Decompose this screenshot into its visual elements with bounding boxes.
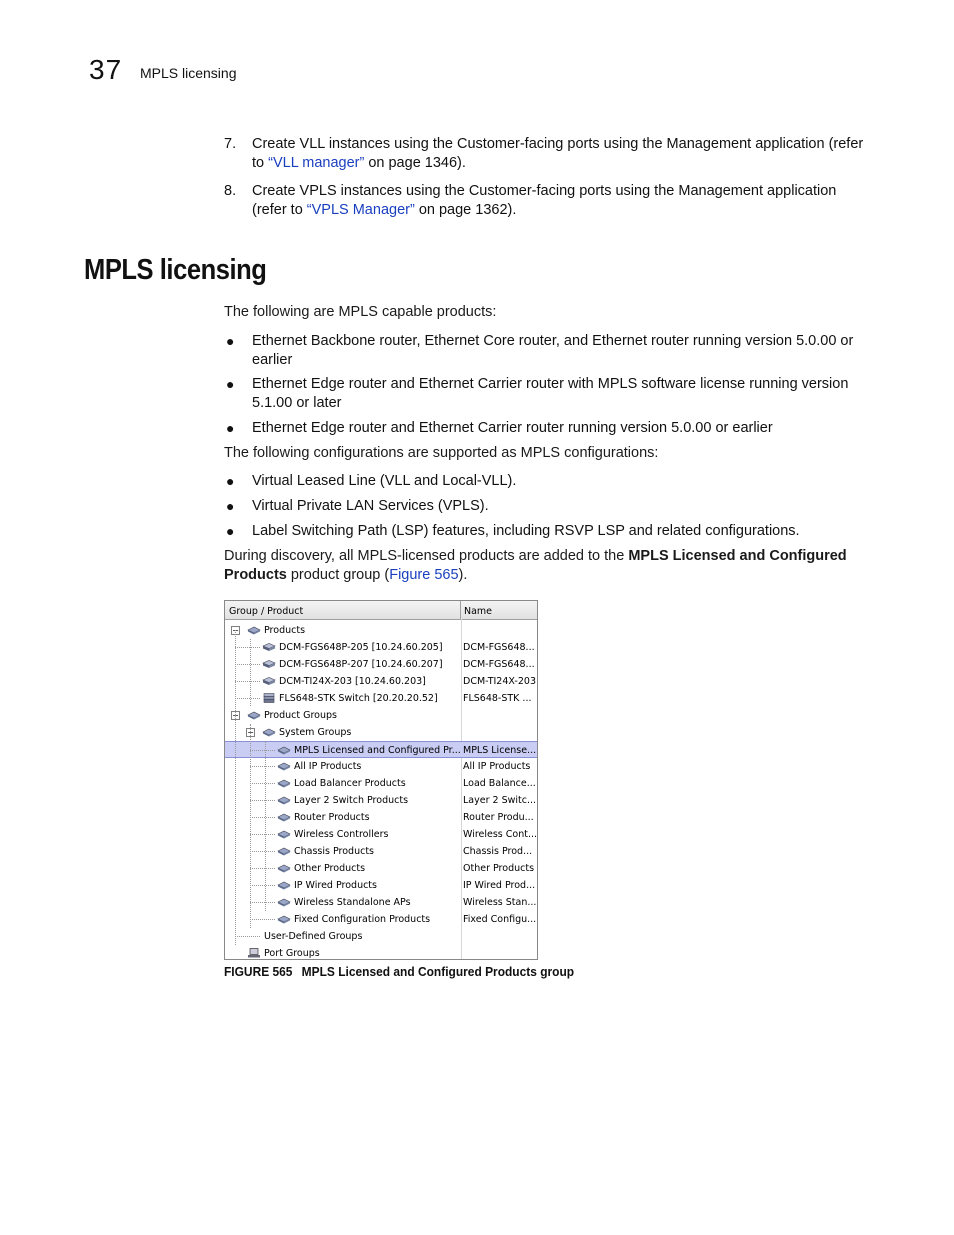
tree-connector <box>250 783 275 784</box>
product-group-icon <box>277 880 291 890</box>
tree-row[interactable] <box>225 809 537 826</box>
tree-row-label: DCM-FGS648P-207 [10.24.60.207] <box>279 659 443 670</box>
discovery-text: product group ( <box>286 566 390 583</box>
tree-row-label: Wireless Standalone APs <box>294 897 411 908</box>
tree-header <box>225 601 537 620</box>
tree-row-label: Wireless Controllers <box>294 829 389 840</box>
bullet-text: Ethernet Edge router and Ethernet Carrier router with MPLS software license running version 5.1.00 or later <box>252 376 849 411</box>
tree-row[interactable] <box>225 894 537 911</box>
step-number: 7. <box>224 136 237 152</box>
tree-row-name: Wireless Stan... <box>463 897 537 908</box>
discovery-text: During discovery, all MPLS-licensed products are added to the <box>224 548 629 564</box>
tree-row-label: FLS648-STK Switch [20.20.20.52] <box>279 693 438 704</box>
bullet-dot: ● <box>226 473 235 489</box>
tree-row-name: Router Produ... <box>463 812 534 823</box>
tree-row[interactable] <box>225 775 537 792</box>
tree-row[interactable] <box>225 707 537 724</box>
step-number: 8. <box>224 183 237 199</box>
tree-connector <box>250 834 275 835</box>
chapter-number: 37 <box>89 54 123 85</box>
tree-row-label: MPLS Licensed and Configured Pr... <box>294 745 461 756</box>
tree-connector <box>250 868 275 869</box>
step-text-post: on page 1346). <box>364 154 466 171</box>
product-group-icon <box>262 727 276 737</box>
name-column-header[interactable]: Name <box>464 606 493 617</box>
tree-row-label: Load Balancer Products <box>294 778 406 789</box>
product-group-icon <box>277 745 291 755</box>
collapse-toggle-icon[interactable]: − <box>232 626 239 635</box>
step-text-pre: Create VPLS instances using the Customer-facing ports using the Management application (refer to <box>252 183 837 218</box>
bullet-text: Virtual Private LAN Services (VPLS). <box>252 498 489 514</box>
tree-row[interactable] <box>225 826 537 843</box>
product-group-icon <box>277 812 291 822</box>
tree-row-label: All IP Products <box>294 761 362 772</box>
tree-row-name: FLS648-STK ... <box>463 693 532 704</box>
vll-manager-link[interactable]: “VLL manager” <box>268 154 365 171</box>
column-separator[interactable] <box>460 601 461 619</box>
tree-connector <box>250 724 251 928</box>
collapse-toggle-icon[interactable]: − <box>247 728 254 737</box>
product-group-icon <box>277 897 291 907</box>
collapse-toggle-icon[interactable]: − <box>232 711 239 720</box>
step-text <box>252 182 872 219</box>
product-group-icon <box>277 829 291 839</box>
tree-row[interactable] <box>225 860 537 877</box>
tree-row-label: Router Products <box>294 812 370 823</box>
product-group-icon <box>247 625 261 635</box>
tree-row-name: MPLS License... <box>463 745 537 756</box>
tree-connector <box>250 902 275 903</box>
tree-row-label: System Groups <box>279 727 352 738</box>
tree-connector <box>250 885 275 886</box>
product-group-icon <box>277 863 291 873</box>
tree-connector <box>235 698 260 699</box>
tree-row-label: Product Groups <box>264 710 337 721</box>
tree-row-label: Fixed Configuration Products <box>294 914 431 925</box>
vpls-manager-link[interactable]: “VPLS Manager” <box>306 201 415 218</box>
switch-icon <box>262 642 276 652</box>
tree-row-name: Wireless Cont... <box>463 829 538 840</box>
switch-icon <box>262 676 276 686</box>
bullet-dot: ● <box>226 523 235 539</box>
tree-row[interactable] <box>225 690 537 707</box>
product-group-icon <box>277 778 291 788</box>
tree-row-label: Layer 2 Switch Products <box>294 795 409 806</box>
bullet-dot: ● <box>226 498 235 514</box>
tree-connector <box>235 664 260 665</box>
tree-row[interactable] <box>225 911 537 928</box>
tree-connector <box>250 817 275 818</box>
group-product-column-header[interactable]: Group / Product <box>229 606 304 617</box>
bullet-text: Ethernet Edge router and Ethernet Carrier router running version 5.0.00 or earlier <box>252 420 773 436</box>
product-tree-screenshot <box>224 600 538 960</box>
tree-row[interactable] <box>225 792 537 809</box>
tree-row-name: Other Products <box>463 863 535 874</box>
tree-row[interactable] <box>225 877 537 894</box>
tree-row[interactable] <box>225 758 537 775</box>
figure-caption <box>224 964 574 979</box>
tree-row[interactable] <box>225 945 537 960</box>
tree-row[interactable] <box>225 639 537 656</box>
tree-row[interactable] <box>225 622 537 639</box>
tree-row-label: Products <box>264 625 306 636</box>
tree-row-label: User-Defined Groups <box>264 931 363 942</box>
tree-connector <box>250 919 275 920</box>
switch-icon <box>262 659 276 669</box>
discovery-text: ). <box>458 566 468 583</box>
discovery-paragraph <box>224 547 864 584</box>
intro-configurations: The following configurations are supported as MPLS configurations: <box>224 445 659 461</box>
product-group-icon <box>277 846 291 856</box>
step-text-pre: Create VLL instances using the Customer-facing ports using the Management application (refer to <box>252 136 864 171</box>
tree-row-label: Other Products <box>294 863 366 874</box>
tree-row-name: DCM-FGS648... <box>463 642 535 653</box>
figure-title: MPLS Licensed and Configured Products group <box>301 964 575 979</box>
tree-row-label: Chassis Products <box>294 846 375 857</box>
product-group-icon <box>277 914 291 924</box>
figure-label: FIGURE 565 <box>224 964 293 979</box>
tree-connector <box>235 647 260 648</box>
step-text-post: on page 1362). <box>414 201 517 218</box>
tree-connector <box>235 681 260 682</box>
tree-connector <box>235 936 260 937</box>
tree-row[interactable] <box>225 656 537 673</box>
tree-connector <box>235 715 236 945</box>
bullet-text: Virtual Leased Line (VLL and Local-VLL). <box>252 473 517 489</box>
tree-connector <box>250 766 275 767</box>
tree-row-label: Port Groups <box>264 948 320 959</box>
tree-row-name: DCM-TI24X-203 <box>463 676 536 687</box>
intro-products: The following are MPLS capable products: <box>224 304 497 320</box>
stack-switch-icon <box>262 693 276 703</box>
tree-connector <box>250 800 275 801</box>
tree-row-name: Fixed Configu... <box>463 914 537 925</box>
tree-row-name: Load Balance... <box>463 778 536 789</box>
section-heading: MPLS licensing <box>84 254 267 286</box>
tree-row[interactable] <box>225 741 537 758</box>
tree-row[interactable] <box>225 673 537 690</box>
figure-565-link[interactable]: Figure 565 <box>389 566 459 583</box>
chapter-title: MPLS licensing <box>140 65 237 81</box>
tree-connector <box>235 630 236 715</box>
bullet-text: Ethernet Backbone router, Ethernet Core router, and Ethernet router running version 5.0.00 or earlier <box>252 333 854 368</box>
tree-row-label: DCM-TI24X-203 [10.24.60.203] <box>279 676 426 687</box>
product-group-icon <box>277 795 291 805</box>
bullet-text: Label Switching Path (LSP) features, including RSVP LSP and related configurations. <box>252 523 800 539</box>
bullet-dot: ● <box>226 333 235 349</box>
tree-row-name: DCM-FGS648... <box>463 659 535 670</box>
bullet-dot: ● <box>226 376 235 392</box>
step-text <box>252 135 872 172</box>
tree-row-name: Layer 2 Switc... <box>463 795 537 806</box>
tree-connector <box>265 741 266 911</box>
bullet-dot: ● <box>226 420 235 436</box>
group-name-bold: MPLS Licensed and Configured Products <box>224 548 847 583</box>
tree-row-name: Chassis Prod... <box>463 846 533 857</box>
tree-row[interactable] <box>225 928 537 945</box>
tree-row-label: DCM-FGS648P-205 [10.24.60.205] <box>279 642 443 653</box>
tree-row-label: IP Wired Products <box>294 880 377 891</box>
tree-row-name: All IP Products <box>463 761 531 772</box>
port-group-icon <box>247 948 261 958</box>
tree-connector <box>250 851 275 852</box>
product-group-icon <box>247 710 261 720</box>
product-group-icon <box>277 761 291 771</box>
tree-row[interactable] <box>225 843 537 860</box>
tree-row-name: IP Wired Prod... <box>463 880 536 891</box>
tree-connector <box>250 639 251 706</box>
tree-connector <box>250 750 275 751</box>
tree-row[interactable] <box>225 724 537 741</box>
